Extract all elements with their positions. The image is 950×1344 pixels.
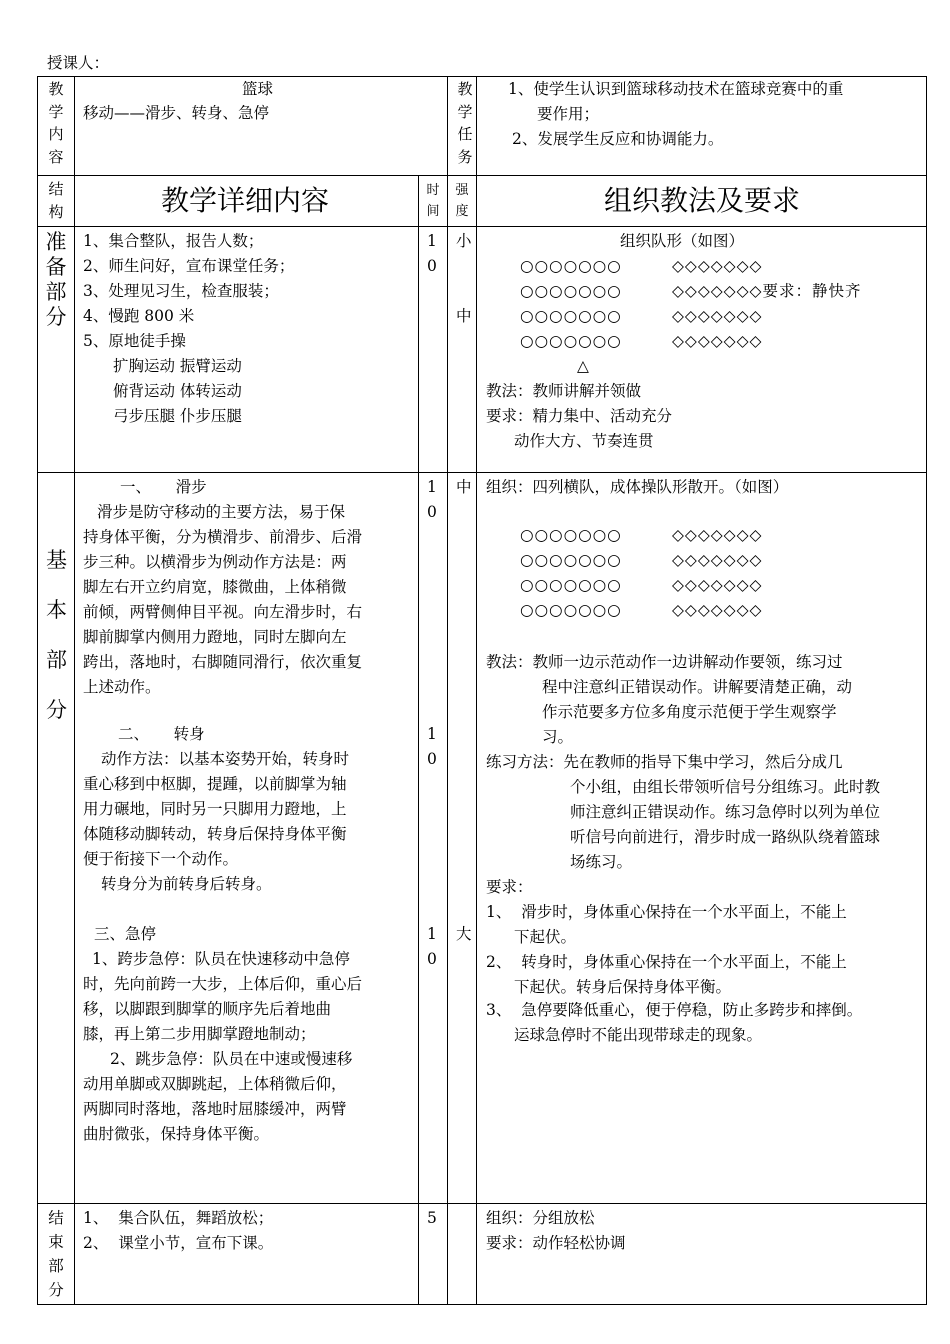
teacher-label: 授课人： [47, 54, 110, 72]
content-label: 教学内容 [48, 80, 64, 166]
basic-org-title: 组织：四列横队，成体操队形散开。（如图） [486, 478, 789, 496]
circle-row: ○○○○○○○ [520, 576, 622, 594]
diamond-row: ◇◇◇◇◇◇◇要求：静快齐 [672, 282, 862, 300]
section-title-slide: 一、 滑步 [120, 478, 207, 496]
prep-item: 扩胸运动 振臂运动 [113, 357, 242, 375]
prep-time-digit: 1 [427, 232, 437, 250]
detail-line: 步三种。以横滑步为例动作方法是：两 [83, 553, 347, 571]
basic-intensity-mid: 中 [456, 478, 472, 496]
detail-line: 前倾，两臂侧伸目平视。向左滑步时，右 [83, 603, 363, 621]
basic-time-digit: 1 [427, 478, 437, 496]
detail-line: 两脚同时落地，落地时屈膝缓冲，两臂 [83, 1100, 347, 1118]
detail-line: 曲肘微张，保持身体平衡。 [83, 1125, 270, 1143]
diamond-row: ◇◇◇◇◇◇◇ [672, 601, 763, 619]
circle-row: ○○○○○○○ [520, 307, 622, 325]
teacher-triangle-icon: △ [577, 357, 589, 375]
basic-time-digit: 0 [427, 503, 437, 521]
detail-line: 滑步是防守移动的主要方法，易于保 [97, 503, 346, 521]
basic-time-digit: 1 [427, 725, 437, 743]
basic-intensity-high: 大 [456, 925, 472, 943]
diamond-row: ◇◇◇◇◇◇◇ [672, 526, 763, 544]
detail-line: 动用单脚或双脚跳起，上体稍微后仰， [83, 1075, 347, 1093]
section-title-turn: 二、 转身 [118, 725, 205, 743]
detail-line: 便于衔接下一个动作。 [83, 850, 239, 868]
circle-row: ○○○○○○○ [520, 257, 622, 275]
circle-row: ○○○○○○○ [520, 332, 622, 350]
detail-line: 移，以脚跟到脚掌的顺序先后着地曲 [83, 1000, 332, 1018]
end-item: 2、 课堂小节，宣布下课。 [83, 1234, 274, 1252]
detail-line: 跨出，落地时，右脚随同滑行，依次重复 [83, 653, 363, 671]
content-title: 篮球 [242, 80, 274, 98]
detail-line: 时，先向前跨一大步，上体后仰，重心后 [83, 975, 363, 993]
basic-time-digit: 0 [427, 750, 437, 768]
prep-item: 4、慢跑 800 米 [83, 307, 195, 325]
detail-header: 教学详细内容 [161, 184, 330, 217]
prep-time-digit: 0 [427, 257, 437, 275]
section-title-stop: 三、急停 [94, 925, 157, 943]
detail-line: 2、跳步急停：队员在中速或慢速移 [110, 1050, 353, 1068]
detail-line: 膝，再上第二步用脚掌蹬地制动； [83, 1025, 316, 1043]
detail-line: 体随移动脚转动，转身后保持身体平衡 [83, 825, 347, 843]
detail-line: 脚前脚掌内侧用力蹬地，同时左脚向左 [83, 628, 347, 646]
detail-line: 上述动作。 [83, 678, 161, 696]
task-line-2: 要作用； [537, 105, 600, 123]
task-line-3: 2、发展学生反应和协调能力。 [512, 130, 724, 148]
prep-item: 1、集合整队，报告人数； [83, 232, 264, 250]
task-line-1: 1、使学生认识到篮球移动技术在篮球竞赛中的重 [508, 80, 844, 98]
diamond-row: ◇◇◇◇◇◇◇ [672, 257, 763, 275]
detail-line: 重心移到中枢脚，提踵，以前脚掌为轴 [83, 775, 347, 793]
circle-row: ○○○○○○○ [520, 601, 622, 619]
structure-header: 结构 [48, 180, 64, 221]
prep-label: 准备部分 [45, 230, 67, 329]
end-time: 5 [427, 1209, 437, 1227]
prep-org-title: 组织队形（如图） [620, 232, 745, 250]
circle-row: ○○○○○○○ [520, 526, 622, 544]
end-label: 结束部分 [48, 1209, 64, 1299]
org-header: 组织教法及要求 [604, 184, 801, 217]
diamond-row: ◇◇◇◇◇◇◇ [672, 307, 763, 325]
detail-line: 脚左右开立约肩宽，膝微曲，上体稍微 [83, 578, 347, 596]
prep-item: 3、处理见习生，检查服装； [83, 282, 279, 300]
content-subtitle: 移动——滑步、转身、急停 [83, 104, 270, 122]
prep-method: 教法：教师讲解并领做 [486, 382, 642, 400]
diamond-row: ◇◇◇◇◇◇◇ [672, 332, 763, 350]
basic-time-digit: 0 [427, 950, 437, 968]
circle-row: ○○○○○○○ [520, 282, 622, 300]
detail-line: 转身分为前转身后转身。 [101, 875, 272, 893]
detail-line: 动作方法：以基本姿势开始，转身时 [101, 750, 350, 768]
prep-item: 2、师生问好，宣布课堂任务； [83, 257, 295, 275]
prep-item: 5、原地徒手操 [83, 332, 186, 350]
detail-line: 持身体平衡，分为横滑步、前滑步、后滑 [83, 528, 363, 546]
circle-row: ○○○○○○○ [520, 551, 622, 569]
intensity-header: 强度 [455, 183, 469, 219]
prep-requirement: 动作大方、节奏连贯 [514, 432, 654, 450]
diamond-row: ◇◇◇◇◇◇◇ [672, 551, 763, 569]
task-label: 教学任务 [457, 80, 473, 166]
time-header: 时间 [426, 183, 440, 219]
prep-intensity-low: 小 [456, 232, 472, 250]
end-requirement: 要求：动作轻松协调 [486, 1234, 626, 1252]
diamond-row: ◇◇◇◇◇◇◇ [672, 576, 763, 594]
prep-intensity-mid: 中 [456, 307, 472, 325]
end-org: 组织：分组放松 [486, 1209, 595, 1227]
basic-time-digit: 1 [427, 925, 437, 943]
detail-line: 1、跨步急停：队员在快速移动中急停 [92, 950, 350, 968]
prep-item: 俯背运动 体转运动 [113, 382, 242, 400]
end-item: 1、 集合队伍，舞蹈放松； [83, 1209, 274, 1227]
prep-requirement: 要求：精力集中、活动充分 [486, 407, 673, 425]
detail-line: 用力碾地，同时另一只脚用力蹬地，上 [83, 800, 347, 818]
prep-item: 弓步压腿 仆步压腿 [113, 407, 242, 425]
